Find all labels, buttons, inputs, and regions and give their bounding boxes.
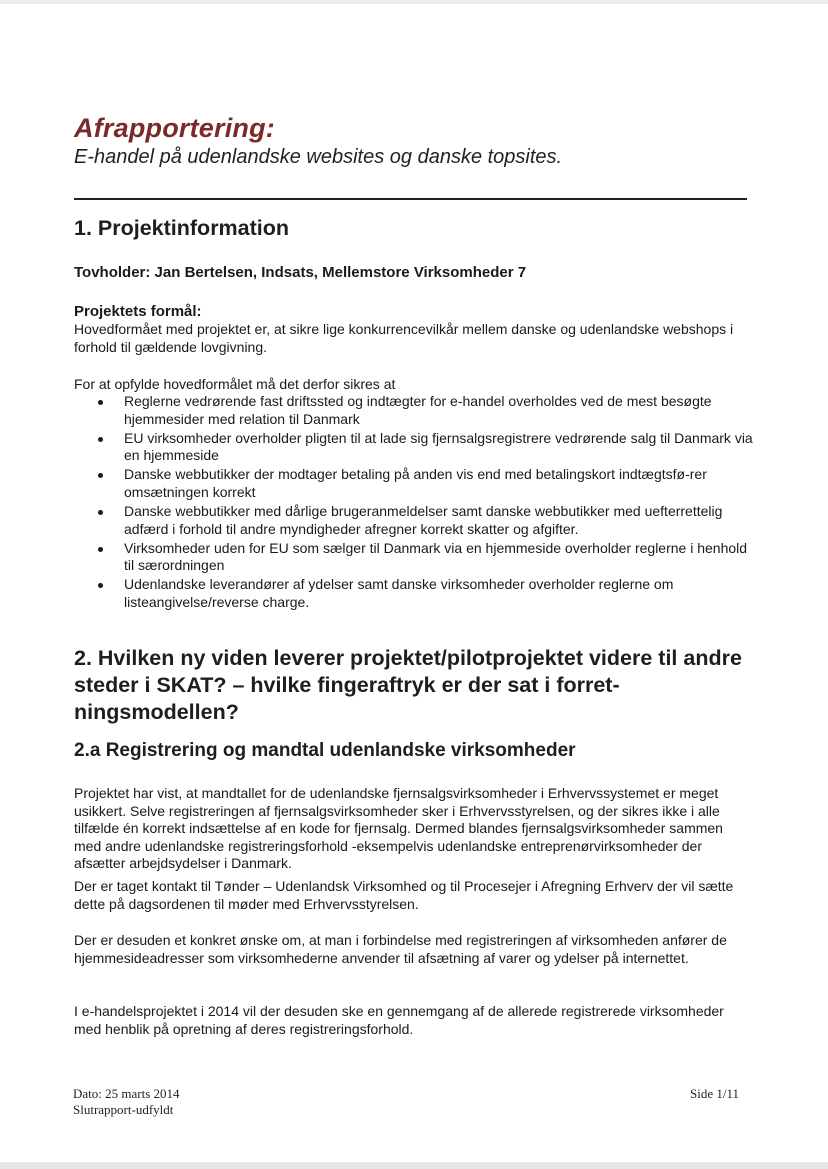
title-divider bbox=[74, 198, 747, 200]
formaal-heading: Projektets formål: bbox=[74, 303, 202, 320]
formaal-text: Hovedformået med projektet er, at sikre lige konkurrencevilkår mellem danske og udenlandske webshops i forhold til gældende lovgivning. bbox=[74, 321, 734, 355]
list-item-text: Reglerne vedrørende fast driftssted og indtægter for e-handel overholdes ved de mest besøgte hjemmesider med relation til Danmark bbox=[124, 393, 712, 427]
footer-left bbox=[73, 1086, 180, 1118]
list-item-text: Danske webbutikker der modtager betaling på anden vis end med betalingskort indtægtsfø-rer omsætningen korrekt bbox=[124, 466, 707, 500]
list-item bbox=[74, 430, 754, 465]
list-item-text: Virksomheder uden for EU som sælger til Danmark via en hjemmeside overholder reglerne i henhold til særordningen bbox=[124, 539, 748, 574]
footer-page-number: Side 1/11 bbox=[690, 1086, 739, 1101]
section-2a-paragraph: Der er desuden et konkret ønske om, at man i forbindelse med registreringen af virksomheden anfører de hjemmesideadresser som virksomhederne anvender til afsætning af varer og ydelser på internettet. bbox=[74, 932, 727, 966]
footer-doc-name: Slutrapport-udfyldt bbox=[73, 1102, 174, 1117]
document-subtitle: E-handel på udenlandske websites og danske topsites. bbox=[74, 146, 563, 168]
section-1-heading: 1. Projektinformation bbox=[74, 216, 290, 240]
list-item-text: EU virksomheder overholder pligten til at lade sig fjernsalgsregistrere vedrørende salg til Danmark via en hjemmeside bbox=[124, 429, 753, 464]
scan-edge-top bbox=[0, 0, 828, 4]
list-item-text: Danske webbutikker med dårlige brugeranmeldelser samt danske webbutikker med uefterrettelig adfærd i forhold til andre myndigheder afregner korrekt skatter og afgifter. bbox=[124, 503, 723, 537]
bullet-icon bbox=[98, 437, 103, 442]
bullet-icon bbox=[98, 473, 103, 478]
formaal-intro: For at opfylde hovedformålet må det derfor sikres at bbox=[74, 376, 396, 392]
list-item bbox=[74, 540, 754, 575]
section-2a-paragraph: Projektet har vist, at mandtallet for de udenlandske fjernsalgsvirksomheder i Erhvervssystemet er meget usikkert. Selve registreringen af fjernsalgsvirksomheder sker i Erhvervsstyrelsen, og der sikres ikke i alle tilfælde én korrekt indsættelse af en kode for fjernsalg. Dermed blandes fjernsalgsvirksomheder sammen med andre udenlandske registreringsforhold -eksempelvis udenlandske entreprenørvirksomheder der afsætter arbejdsydelser i Danmark. bbox=[74, 785, 723, 871]
list-item bbox=[74, 466, 754, 501]
footer-date: Dato: 25 marts 2014 bbox=[73, 1086, 180, 1101]
formaal-bullet-list bbox=[74, 393, 754, 613]
list-item-text: Udenlandske leverandører af ydelser samt danske virksomheder overholder reglerne om listeangivelse/reverse charge. bbox=[124, 576, 674, 610]
list-item bbox=[74, 503, 754, 538]
bullet-icon bbox=[98, 510, 103, 515]
bullet-icon bbox=[98, 400, 103, 405]
bullet-icon bbox=[98, 547, 103, 552]
list-item bbox=[74, 393, 754, 428]
section-2a-heading: 2.a Registrering og mandtal udenlandske virksomheder bbox=[74, 740, 576, 761]
section-2a-paragraph: I e-handelsprojektet i 2014 vil der desuden ske en gennemgang af de allerede registrerede virksomheder med henblik på opretning af deres registreringsforhold. bbox=[74, 1003, 724, 1037]
tovholder-line: Tovholder: Jan Bertelsen, Indsats, Mellemstore Virksomheder 7 bbox=[74, 264, 527, 281]
section-2-heading: 2. Hvilken ny viden leverer projektet/pilotprojektet videre til andre steder i SKAT? – hvilke fingeraftryk er der sat i forret-ningsmodellen? bbox=[74, 646, 742, 724]
scan-edge-bottom bbox=[0, 1162, 828, 1169]
list-item bbox=[74, 576, 754, 611]
document-title: Afrapportering: bbox=[74, 113, 275, 143]
bullet-icon bbox=[98, 583, 103, 588]
section-2a-paragraph: Der er taget kontakt til Tønder – Udenlandsk Virksomhed og til Procesejer i Afregning Erhverv der vil sætte dette på dagsordenen til møder med Erhvervsstyrelsen. bbox=[74, 878, 734, 912]
